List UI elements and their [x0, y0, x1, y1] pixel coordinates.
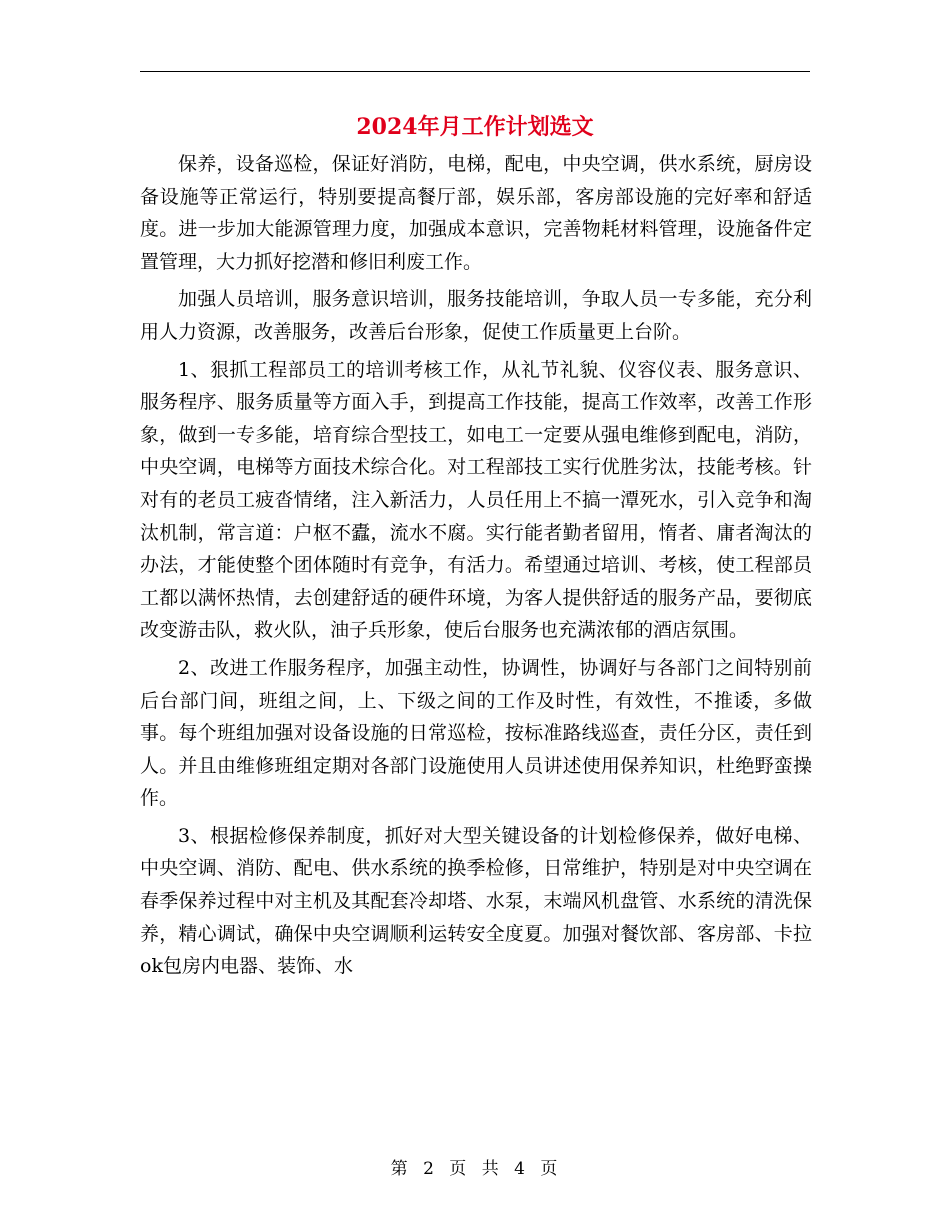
paragraph-item-2: 2、改进工作服务程序，加强主动性，协调性，协调好与各部门之间特别前后台部门间，班组之间，上、下级之间的工作及时性，有效性，不推诿，多做事。每个班组加强对设备设施的日常巡检，按标准路线巡查，责任分区，责任到人。并且由维修班组定期对各部门设施使用人员讲述使用保养知识，杜绝野蛮操作。	[140, 656, 812, 810]
paragraph-training: 加强人员培训，服务意识培训，服务技能培训，争取人员一专多能，充分利用人力资源，改善服务，改善后台形象，促使工作质量更上台阶。	[140, 288, 812, 343]
document-body	[140, 148, 812, 988]
paragraph-item-1: 1、狠抓工程部员工的培训考核工作，从礼节礼貌、仪容仪表、服务意识、服务程序、服务质量等方面入手，到提高工作技能，提高工作效率，改善工作形象，做到一专多能，培育综合型技工，如电工一定要从强电维修到配电，消防，中央空调，电梯等方面技术综合化。对工程部技工实行优胜劣汰，技能考核。针对有的老员工疲沓情绪，注入新活力，人员任用上不搞一潭死水，引入竞争和淘汰机制，常言道：户枢不蠹，流水不腐。实行能者勤者留用，惰者、庸者淘汰的办法，才能使整个团体随时有竞争，有活力。希望通过培训、考核，使工程部员工都以满怀热情，去创建舒适的硬件环境，为客人提供舒适的服务产品，要彻底改变游击队，救火队，油子兵形象，使后台服务也充满浓郁的酒店氛围。	[140, 358, 812, 642]
document-title: 2024年月工作计划选文	[356, 114, 594, 140]
page-number-footer: 第 2 页 共 4 页	[390, 1159, 560, 1179]
header-rule	[140, 71, 810, 72]
paragraph-maintenance: 保养，设备巡检，保证好消防，电梯，配电，中央空调，供水系统，厨房设备设施等正常运行，特别要提高餐厅部，娱乐部，客房部设施的完好率和舒适度。进一步加大能源管理力度，加强成本意识，完善物耗材料管理，设施备件定置管理，大力抓好挖潜和修旧利废工作。	[140, 153, 812, 273]
paragraph-item-3: 3、根据检修保养制度，抓好对大型关键设备的计划检修保养，做好电梯、中央空调、消防、配电、供水系统的换季检修，日常维护，特别是对中央空调在春季保养过程中对主机及其配套冷却塔、水泵，末端风机盘管、水系统的清洗保养，精心调试，确保中央空调顺利运转安全度夏。加强对餐饮部、客房部、卡拉ok包房内电器、装饰、水	[140, 824, 812, 978]
